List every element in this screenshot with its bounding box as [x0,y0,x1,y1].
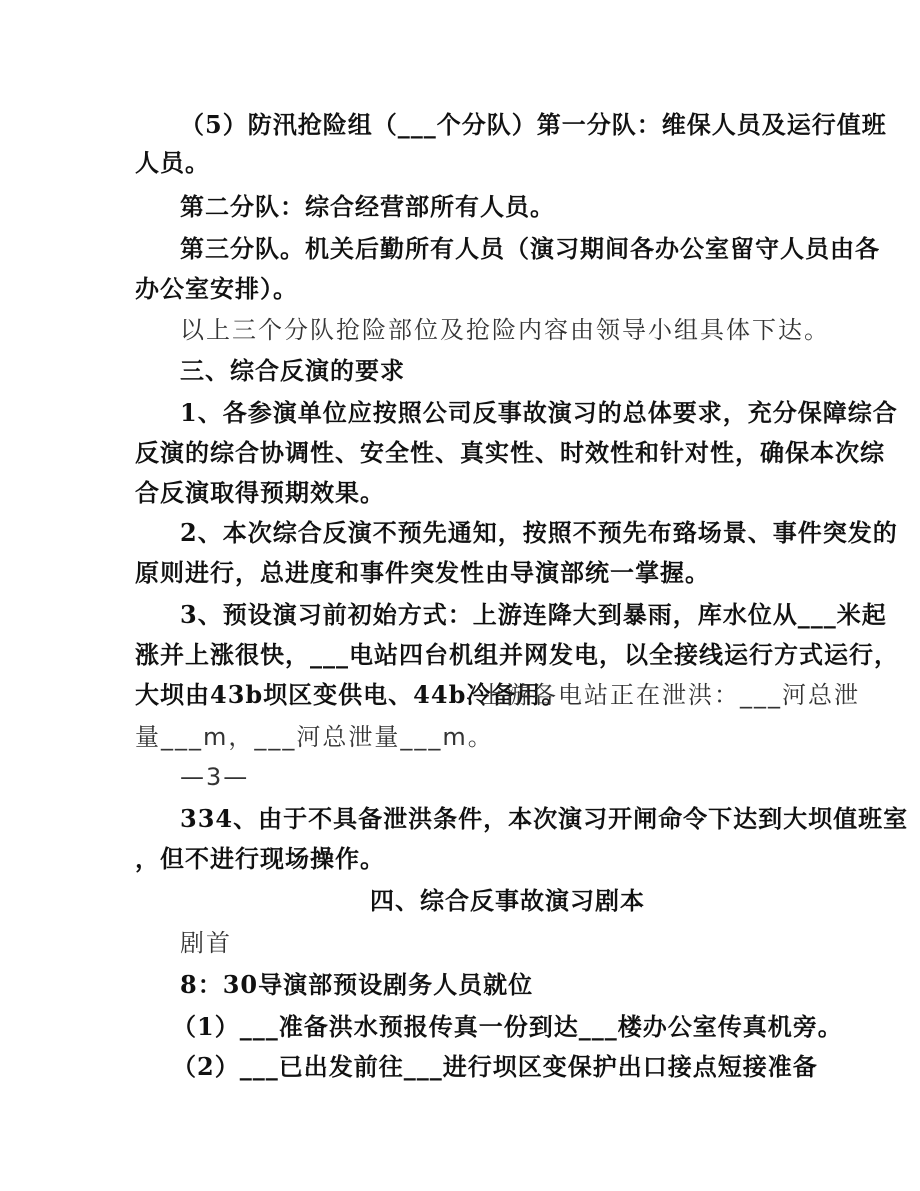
section-heading-3: 三、综合反演的要求 [180,356,405,385]
text-line-16: 量___m，___河总泄量___m。 [135,723,494,751]
page-number: —3— [180,763,250,791]
text-line-10: 合反演取得预期效果。 [135,478,385,507]
text-line-13: 3、预设演习前初始方式：上游连降大到暴雨，库水位从___米起 [180,600,887,629]
text-line-15b: 上游各电站正在泄洪：___河总泄 [480,681,860,709]
text-line-9: 反演的综合协调性、安全性、真实性、时效性和针对性，确保本次综 [135,438,885,467]
script-opening-label: 剧首 [180,929,232,957]
text-line-24: （2）___已出发前往___进行坝区变保护出口接点短接准备 [172,1052,818,1081]
section-heading-4: 四、综合反事故演习剧本 [370,886,645,915]
text-line-2: 人员。 [135,148,210,177]
text-line-15a: 大坝由43b坝区变供电、44b冷备用。 [135,680,567,709]
text-line-6: 以上三个分队抢险部位及抢险内容由领导小组具体下达。 [180,316,830,344]
text-line-23: （1）___准备洪水预报传真一份到达___楼办公室传真机旁。 [172,1012,843,1041]
text-line-19: ，但不进行现场操作。 [135,844,385,873]
text-line-11: 2、本次综合反演不预先通知，按照不预先布臵场景、事件突发的 [180,518,898,547]
text-line-1: （5）防汛抢险组（___个分队）第一分队：维保人员及运行值班 [180,110,887,139]
text-line-5: 办公室安排）。 [135,274,298,303]
text-line-4: 第三分队。机关后勤所有人员（演习期间各办公室留守人员由各 [180,234,880,263]
text-line-8: 1、各参演单位应按照公司反事故演习的总体要求，充分保障综合 [180,398,898,427]
text-line-18: 334、由于不具备泄洪条件，本次演习开闸命令下达到大坝值班室 [180,804,909,833]
text-line-22: 8：30导演部预设剧务人员就位 [180,970,534,999]
text-line-12: 原则进行，总进度和事件突发性由导演部统一掌握。 [135,558,710,587]
text-line-3: 第二分队：综合经营部所有人员。 [180,192,555,221]
text-line-14: 涨并上涨很快，___电站四台机组并网发电，以全接线运行方式运行， [135,640,899,669]
